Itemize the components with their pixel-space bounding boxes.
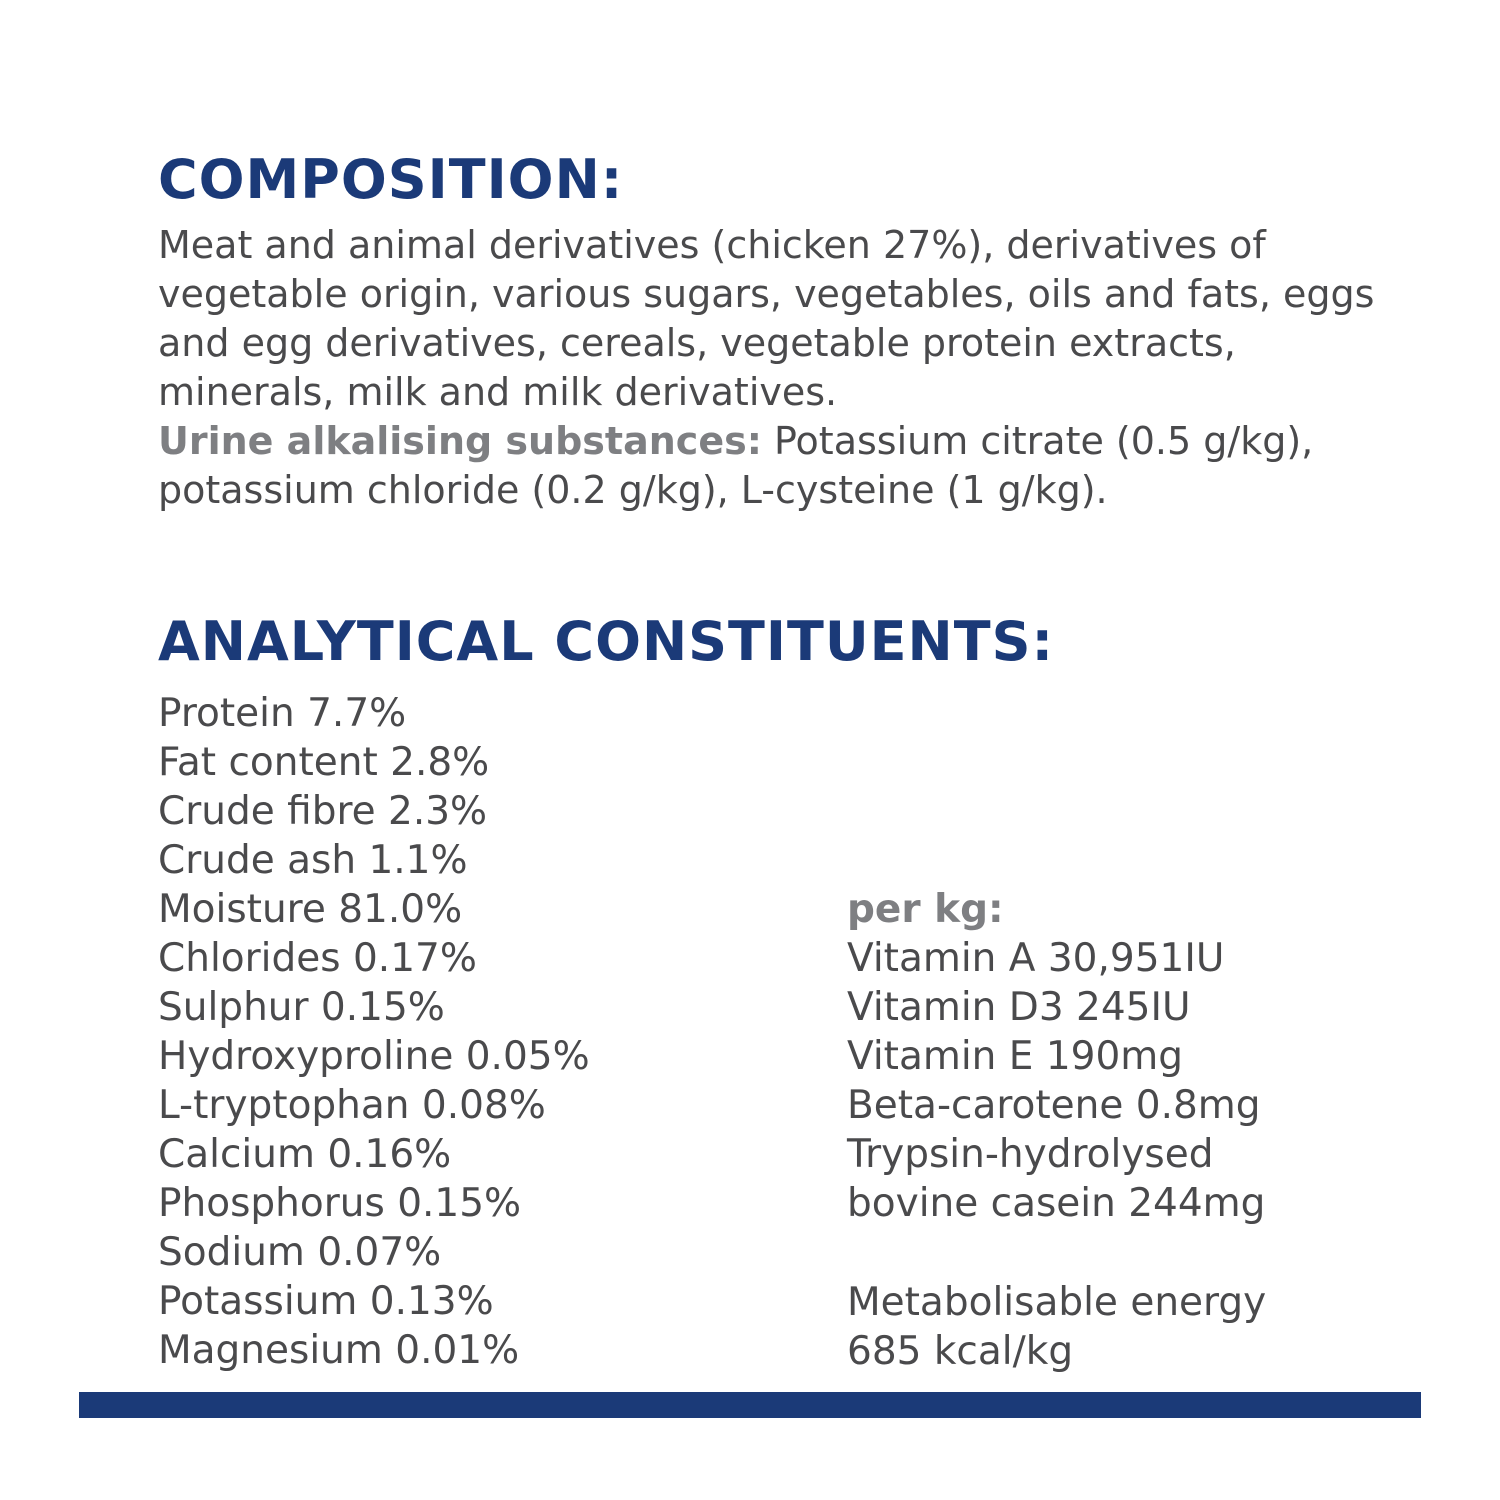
constituent-item: L-tryptophan 0.08% — [158, 1083, 546, 1128]
metabolisable-energy-block — [847, 1278, 1266, 1376]
urine-alkalising-text: Potassium citrate (0.5 g/kg), potassium chloride (0.2 g/kg), L-cysteine (1 g/kg). — [158, 419, 1314, 512]
urine-alkalising-paragraph — [158, 417, 1398, 515]
constituent-item: Phosphorus 0.15% — [158, 1181, 522, 1226]
energy-line: Metabolisable energy — [847, 1280, 1267, 1325]
constituent-item: Potassium 0.13% — [158, 1279, 494, 1324]
urine-alkalising-label: Urine alkalising substances: — [158, 419, 762, 463]
constituent-item: Moisture 81.0% — [158, 887, 463, 932]
composition-ingredients-text: Meat and animal derivatives (chicken 27%), derivatives of vegetable origin, various sugars, vegetables, oils and fats, eggs and egg derivatives, cereals, vegetable protein extracts, minerals, milk and milk derivatives. — [158, 223, 1375, 414]
per-kg-item: Vitamin A 30,951IU — [847, 936, 1225, 981]
bottom-divider-bar — [79, 1392, 1421, 1418]
composition-heading: COMPOSITION: — [158, 148, 624, 211]
constituent-item: Hydroxyproline 0.05% — [158, 1034, 590, 1079]
per-kg-label: per kg: — [847, 887, 1004, 932]
constituent-item: Crude ash 1.1% — [158, 838, 468, 883]
constituent-item: Protein 7.7% — [158, 691, 407, 736]
composition-ingredients — [158, 221, 1398, 417]
constituent-item: Fat content 2.8% — [158, 740, 490, 785]
constituent-item: Magnesium 0.01% — [158, 1328, 520, 1373]
constituent-item: Calcium 0.16% — [158, 1132, 452, 1177]
constituent-item: Sulphur 0.15% — [158, 985, 445, 1030]
per-kg-item: Beta-carotene 0.8mg — [847, 1083, 1261, 1128]
constituents-list — [158, 689, 590, 1375]
per-kg-item: Vitamin D3 245IU — [847, 985, 1191, 1030]
constituent-item: Chlorides 0.17% — [158, 936, 477, 981]
per-kg-list — [847, 885, 1265, 1228]
per-kg-item: bovine casein 244mg — [847, 1181, 1266, 1226]
constituent-item: Crude fibre 2.3% — [158, 789, 488, 834]
energy-line: 685 kcal/kg — [847, 1329, 1074, 1374]
constituent-item: Sodium 0.07% — [158, 1230, 442, 1275]
per-kg-item: Trypsin-hydrolysed — [847, 1132, 1214, 1177]
composition-text-block — [158, 221, 1398, 515]
per-kg-item: Vitamin E 190mg — [847, 1034, 1184, 1079]
analytical-constituents-heading: ANALYTICAL CONSTITUENTS: — [158, 610, 1055, 673]
